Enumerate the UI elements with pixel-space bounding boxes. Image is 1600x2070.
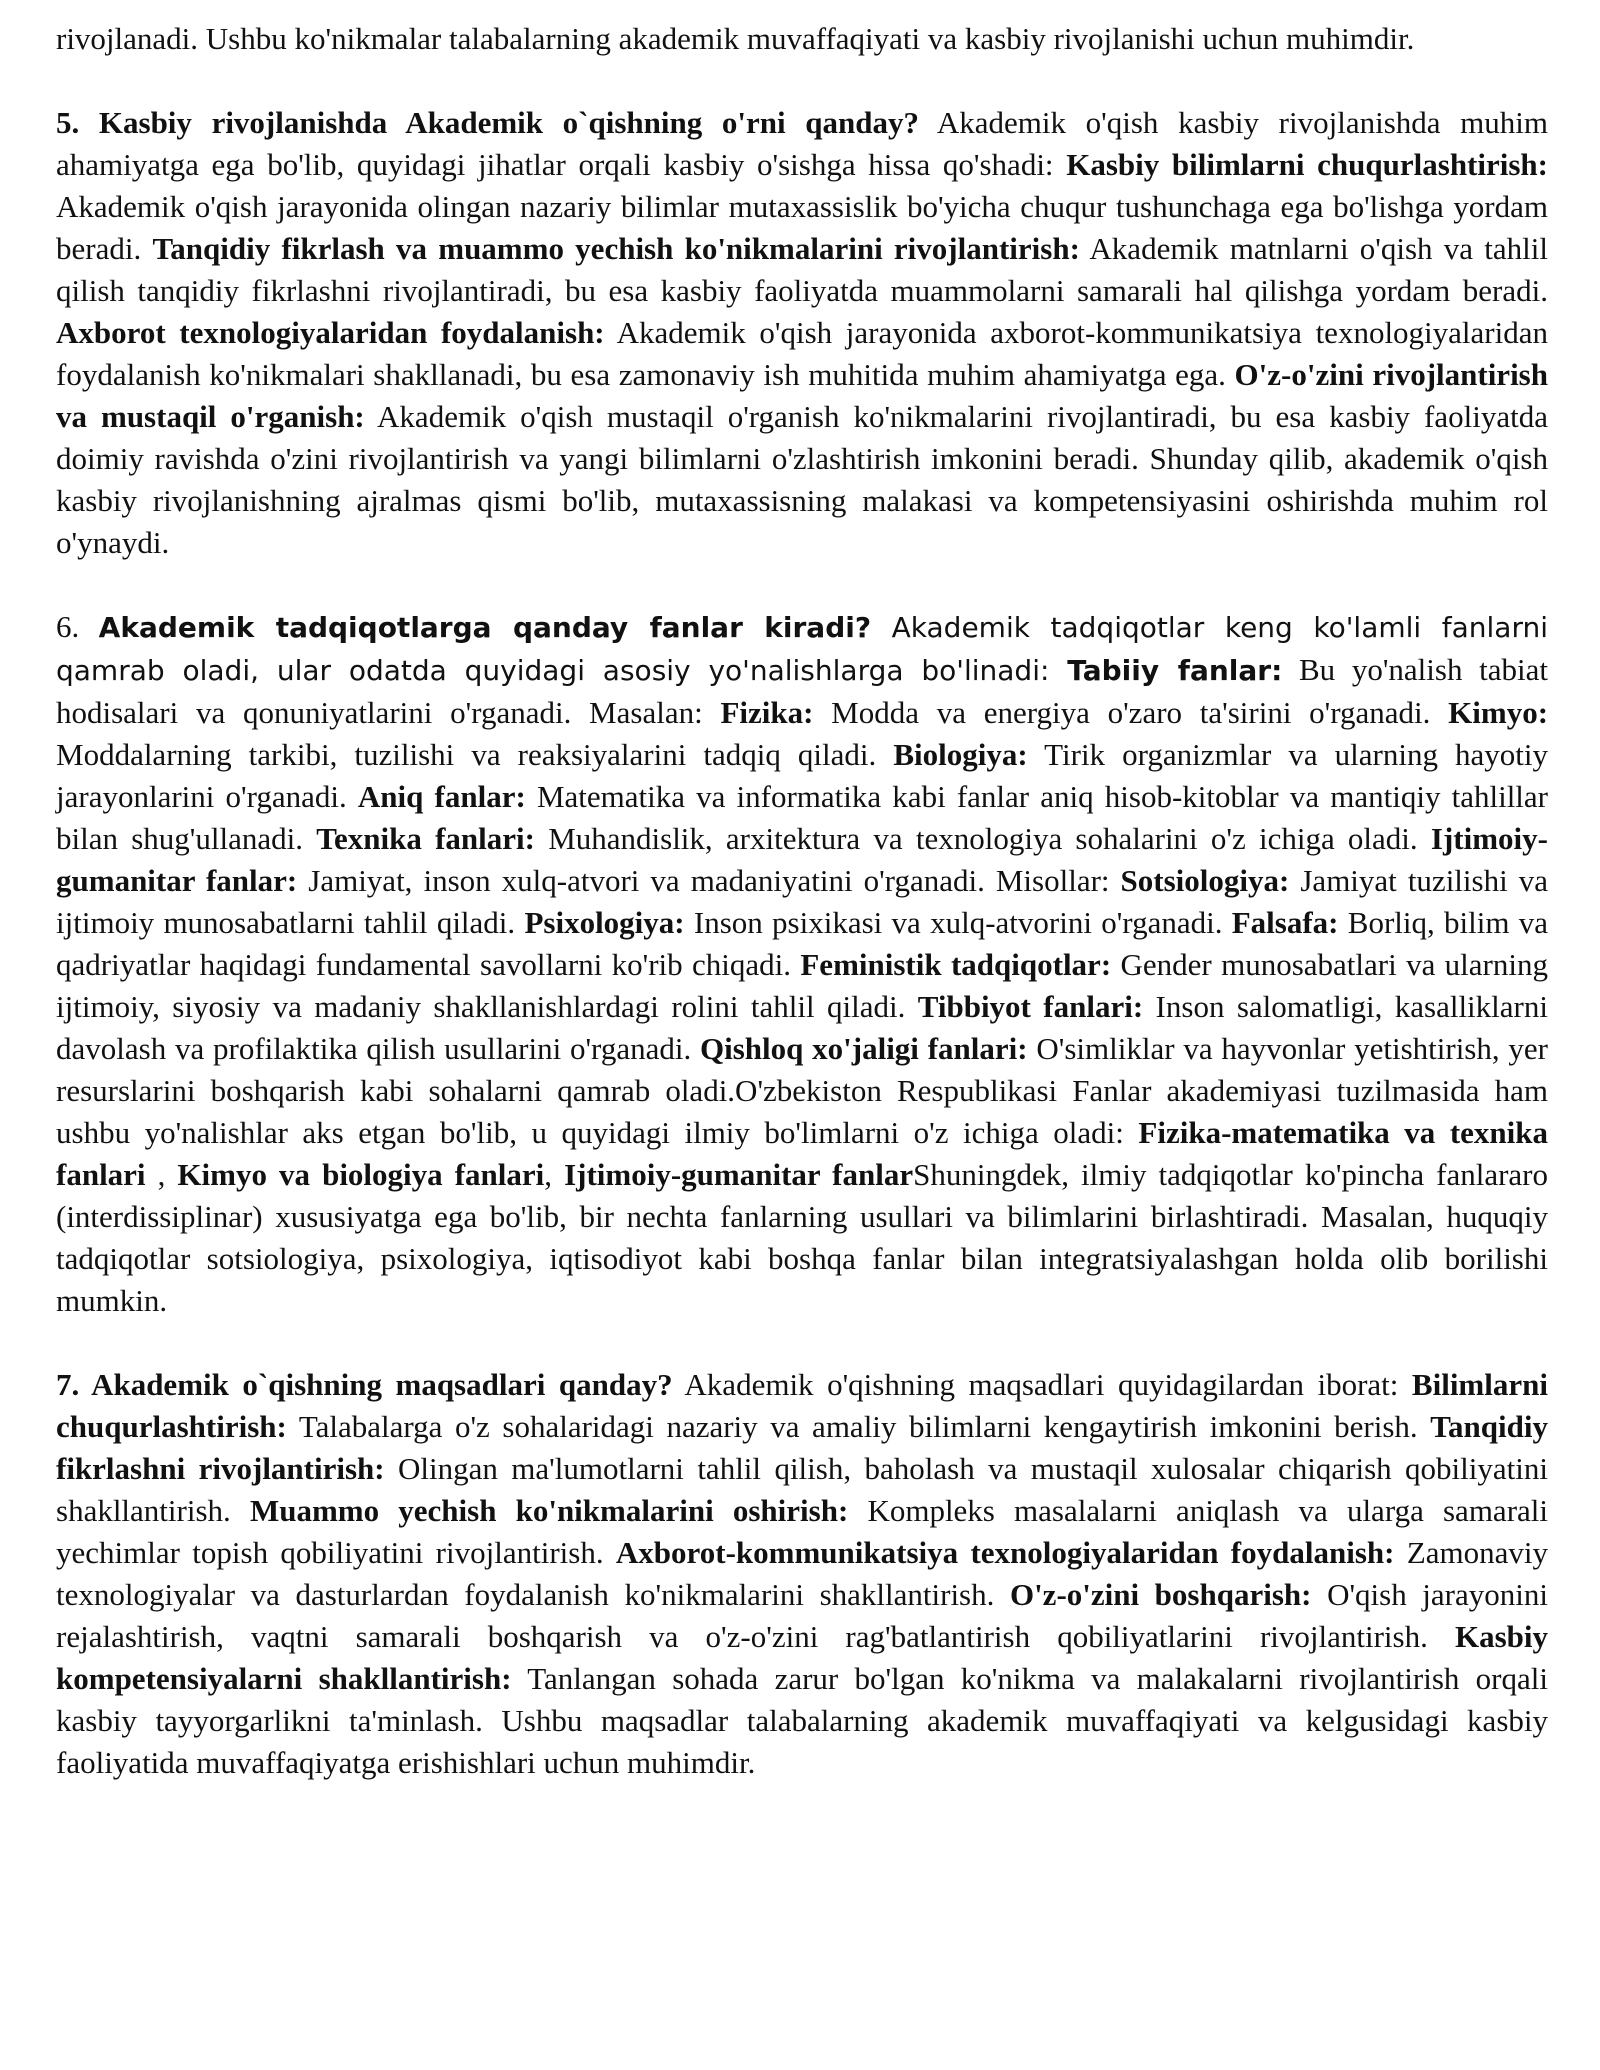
bold-term: Fizika-matematika va texnika fanlari [56,1115,1548,1192]
bold-term: Akademik tadqiqotlarga qanday fanlar kiradi? [98,611,872,644]
body-text: Akademik matnlarni o'qish va tahlil qilish tanqidiy fikrlashni rivojlantiradi, bu esa kasbiy faoliyatda muammolarni samarali hal qilishga yordam beradi. [56,231,1548,308]
body-text: Matematika va informatika kabi fanlar aniq hisob-kitoblar va mantiqiy tahlillar bilan shug'ullanadi. [56,779,1548,856]
bold-term: Qishloq xo'jaligi fanlari: [699,1031,1028,1066]
bold-term: Tibbiyot fanlari: [917,989,1144,1024]
bold-term: Aniq fanlar: [357,779,526,814]
bold-term: Ijtimoiy-gumanitar fanlar: [56,821,1548,898]
body-text: Borliq, bilim va qadriyatlar haqidagi fundamental savollarni ko'rib chiqadi. [56,905,1549,982]
body-text: Akademik o'qish jarayonida axborot-kommunikatsiya texnologiyalaridan foydalanish ko'nikmalari shakllanadi, bu esa zamonaviy ish muhitida muhim ahamiyatga ega. [56,315,1548,392]
body-text: , [145,1157,178,1192]
body-text: O'simliklar va hayvonlar yetishtirish, yer resurslarini boshqarish kabi sohalarni qamrab oladi.O'zbekiston Respublikasi Fanlar akademiyasi tuzilmasida ham ushbu yo'nalishlar aks etgan bo'lib, u quyidagi ilmiy bo'limlarni o'z ichiga oladi: [56,1031,1548,1150]
body-text: Talabalarga o'z sohalaridagi nazariy va amaliy bilimlarni kengaytirish imkonini berish. [286,1409,1431,1444]
bold-term: Feministik tadqiqotlar: [800,947,1112,982]
bold-term: Psixologiya: [524,905,685,940]
bold-term: Kasbiy bilimlarni chuqurlashtirish: [1066,147,1548,182]
bold-term: Falsafa: [1231,905,1339,940]
bold-term: Sotsiologiya: [1120,863,1290,898]
body-text: 6. [56,609,99,644]
bold-term: Tanqidiy fikrlash va muammo yechish ko'nikmalarini rivojlantirish: [152,231,1080,266]
bold-term: Muammo yechish ko'nikmalarini oshirish: [249,1493,849,1528]
body-text: Tanlangan sohada zarur bo'lgan ko'nikma va malakalarni rivojlantirish orqali kasbiy tayyorgarlikni ta'minlash. Ushbu maqsadlar talabalarning akademik muvaffaqiyati va kelgusidagi kasbiy faoliyatida muvaffaqiyatga erishishlari uchun muhimdir. [56,1661,1548,1780]
bold-term: O'z-o'zini boshqarish: [1009,1577,1312,1612]
body-text: Zamonaviy texnologiyalar va dasturlardan foydalanish ko'nikmalarini shakllantirish. [56,1535,1549,1612]
bold-term: Tabiiy fanlar: [1067,654,1283,687]
body-text: Bu yo'nalish tabiat hodisalari va qonuniyatlarini o'rganadi. Masalan: [56,652,1548,730]
body-text: Akademik o'qishning maqsadlari quyidagilardan iborat: [672,1367,1412,1402]
bold-term: Kimyo: [1448,695,1549,730]
body-text: rivojlanadi. Ushbu ko'nikmalar talabalarning akademik muvaffaqiyati va kasbiy rivojlanishi uchun muhimdir. [56,21,1415,56]
bold-term: 5. Kasbiy rivojlanishda Akademik o`qishning o'rni qanday? [56,105,919,140]
bold-term: Texnika fanlari: [316,821,535,856]
body-text: Kompleks masalalarni aniqlash va ularga samarali yechimlar topish qobiliyatini rivojlantirish. [56,1493,1548,1570]
bold-term: Axborot texnologiyalaridan foydalanish: [56,315,605,350]
bold-term: Fizika: [720,695,814,730]
body-text: O'qish jarayonini rejalashtirish, vaqtni samarali boshqarish va o'z-o'zini rag'batlantirish qobiliyatlarini rivojlantirish. [56,1577,1548,1654]
body-text: Muhandislik, arxitektura va texnologiya sohalarini o'z ichiga oladi. [534,821,1431,856]
body-text: Akademik o'qish kasbiy rivojlanishda muhim ahamiyatga ega bo'lib, quyidagi jihatlar orqali kasbiy o'sishga hissa qo'shadi: [56,105,1548,182]
body-text: Jamiyat, inson xulq-atvori va madaniyatini o'rganadi. Misollar: [297,863,1121,898]
body-text: Inson salomatligi, kasalliklarni davolash va profilaktika qilish usullarini o'rganadi. [56,989,1548,1066]
body-text: Jamiyat tuzilishi va ijtimoiy munosabatlarni tahlil qiladi. [56,863,1548,940]
bold-term: Kasbiy kompetensiyalarni shakllantirish: [56,1619,1548,1696]
bold-term: Axborot-kommunikatsiya texnologiyalaridan foydalanish: [615,1535,1395,1570]
body-text: Akademik o'qish jarayonida olingan nazariy bilimlar mutaxassislik bo'yicha chuqur tushunchaga ega bo'lishga yordam beradi. [56,189,1548,266]
body-text: Shuningdek, ilmiy tadqiqotlar ko'pincha fanlararo (interdissiplinar) xususiyatga ega bo'lib, bir nechta fanlarning usullari va bilimlarini birlashtiradi. Masalan, huquqiy tadqiqotlar sotsiologiya, psixologiya, iqtisodiyot kabi boshqa fanlar bilan integratsiyalashgan holda olib borilishi mumkin. [56,1157,1548,1318]
body-text: Moddalarning tarkibi, tuzilishi va reaksiyalarini tadqiq qiladi. [56,737,894,772]
body-text: Inson psixikasi va xulq-atvorini o'rganadi. [684,905,1232,940]
body-text: Tirik organizmlar va ularning hayotiy jarayonlarini o'rganadi. [56,737,1549,814]
document-page [56,18,1548,1784]
body-text: Akademik tadqiqotlar keng ko'lamli fanlarni qamrab oladi, ular odatda quyidagi asosiy yo'nalishlarga bo'linadi: [56,611,1549,687]
body-text: Akademik o'qish mustaqil o'rganish ko'nikmalarini rivojlantiradi, bu esa kasbiy faoliyatda doimiy ravishda o'zini rivojlantirish va yangi bilimlarni o'zlashtirish imkonini beradi. Shunday qilib, akademik o'qish kasbiy rivojlanishning ajralmas qismi bo'lib, mutaxassisning malakasi va kompetensiyasini oshirishda muhim rol o'ynaydi. [56,399,1548,560]
bold-term: Ijtimoiy-gumanitar fanlar [564,1157,914,1192]
bold-term: Tanqidiy fikrlashni rivojlantirish: [56,1409,1548,1486]
bold-term: Kimyo va biologiya fanlari [177,1157,545,1192]
bold-term: Bilimlarni chuqurlashtirish: [56,1367,1548,1444]
body-text: Modda va energiya o'zaro ta'sirini o'rganadi. [813,695,1449,730]
bold-term: 7. Akademik o`qishning maqsadlari qanday? [56,1367,673,1402]
paragraph-question-5 [56,102,1548,564]
body-text: Gender munosabatlari va ularning ijtimoiy, siyosiy va madaniy shakllanishlardagi rolini tahlil qiladi. [56,947,1548,1024]
body-text: Olingan ma'lumotlarni tahlil qilish, baholash va mustaqil xulosalar chiqarish qobiliyatini shakllantirish. [56,1451,1548,1528]
bold-term: O'z-o'zini rivojlantirish va mustaqil o'rganish: [56,357,1548,434]
paragraph-question-7 [56,1364,1548,1784]
body-text: , [544,1157,565,1192]
paragraph-intro-continuation [56,18,1548,60]
paragraph-question-6 [56,606,1548,1322]
bold-term: Biologiya: [893,737,1028,772]
